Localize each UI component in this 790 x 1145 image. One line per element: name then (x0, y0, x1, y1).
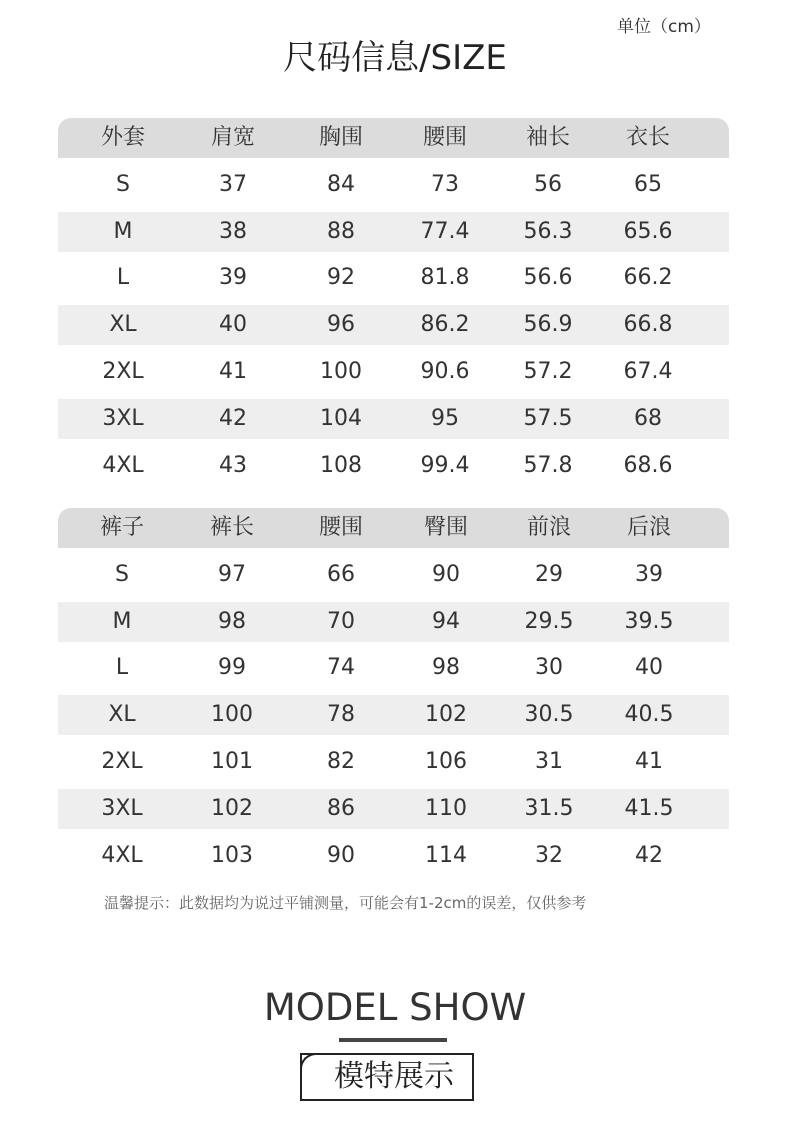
table-cell: 98 (218, 608, 246, 634)
table-cell: 42 (635, 842, 663, 868)
table-row (58, 742, 729, 782)
table-row (58, 555, 729, 595)
size-cell: M (112, 608, 132, 634)
size-cell: S (116, 171, 130, 197)
size-cell: 3XL (101, 795, 143, 821)
table-cell: 66.8 (623, 312, 673, 338)
table-cell: 68 (634, 405, 662, 431)
header-cell: 肩宽 (210, 125, 255, 150)
table-cell: 98 (432, 655, 460, 681)
table-cell: 42 (219, 405, 247, 431)
table-cell: 77.4 (420, 218, 470, 244)
table-cell: 86 (327, 795, 355, 821)
table-cell: 97 (218, 561, 246, 587)
table-cell: 73 (431, 171, 459, 197)
table-cell: 56.9 (523, 312, 573, 338)
table-row (58, 212, 729, 252)
table-cell: 90 (432, 561, 460, 587)
table-row (58, 648, 729, 688)
table-cell: 40.5 (624, 702, 674, 728)
table-cell: 43 (219, 452, 247, 478)
table-cell: 86.2 (420, 312, 470, 338)
table-cell: 92 (327, 265, 355, 291)
table-cell: 104 (320, 405, 362, 431)
size-cell: 4XL (101, 842, 143, 868)
table-cell: 74 (327, 655, 355, 681)
size-cell: S (115, 561, 129, 587)
table-cell: 70 (327, 608, 355, 634)
table-cell: 114 (425, 842, 467, 868)
table-row (58, 836, 729, 876)
table-cell: 102 (425, 702, 467, 728)
table-cell: 88 (327, 218, 355, 244)
header-cell: 后浪 (626, 515, 671, 540)
model-show-badge: 模特展示 (300, 1053, 474, 1101)
size-cell: L (115, 655, 129, 681)
table-cell: 81.8 (420, 265, 470, 291)
table-cell: 100 (320, 358, 362, 384)
table-cell: 56.6 (523, 265, 573, 291)
size-cell: XL (108, 702, 136, 728)
table-cell: 100 (211, 702, 253, 728)
table-row (58, 352, 729, 392)
table-row (58, 305, 729, 345)
table-row (58, 695, 729, 735)
header-cell: 袖长 (525, 125, 570, 150)
header-cell: 腰围 (318, 515, 363, 540)
table-cell: 78 (327, 702, 355, 728)
pants-size-table (58, 508, 729, 882)
table-cell: 39 (635, 561, 663, 587)
table-cell: 41 (219, 358, 247, 384)
table-header-row (58, 508, 729, 548)
table-cell: 29 (535, 561, 563, 587)
table-row (58, 446, 729, 486)
table-cell: 66.2 (623, 265, 673, 291)
size-cell: L (116, 265, 130, 291)
table-cell: 65.6 (623, 218, 673, 244)
table-cell: 101 (211, 748, 253, 774)
measurement-note: 温馨提示：此数据均为说过平铺测量，可能会有1-2cm的误差，仅供参考 (104, 894, 587, 912)
table-cell: 30 (535, 655, 563, 681)
table-cell: 41 (635, 748, 663, 774)
table-row (58, 789, 729, 829)
table-cell: 40 (635, 655, 663, 681)
table-cell: 41.5 (624, 795, 674, 821)
table-cell: 110 (425, 795, 467, 821)
table-cell: 96 (327, 312, 355, 338)
table-cell: 32 (535, 842, 563, 868)
table-cell: 31 (535, 748, 563, 774)
table-cell: 102 (211, 795, 253, 821)
table-cell: 57.8 (523, 452, 573, 478)
header-cell: 腰围 (422, 125, 467, 150)
size-cell: M (113, 218, 133, 244)
table-row (58, 258, 729, 298)
table-cell: 57.5 (523, 405, 573, 431)
table-cell: 65 (634, 171, 662, 197)
table-row (58, 165, 729, 205)
table-cell: 90 (327, 842, 355, 868)
model-show-heading: MODEL SHOW (263, 986, 527, 1029)
table-cell: 94 (432, 608, 460, 634)
table-cell: 68.6 (623, 452, 673, 478)
header-cell: 裤子 (99, 515, 144, 540)
table-cell: 29.5 (524, 608, 574, 634)
table-cell: 99 (218, 655, 246, 681)
table-cell: 66 (327, 561, 355, 587)
header-cell: 裤长 (209, 515, 254, 540)
header-cell: 胸围 (318, 125, 363, 150)
table-cell: 40 (219, 312, 247, 338)
unit-label: 单位（cm） (617, 17, 711, 37)
table-cell: 39 (219, 265, 247, 291)
table-cell: 106 (425, 748, 467, 774)
size-cell: XL (109, 312, 137, 338)
size-cell: 2XL (102, 358, 144, 384)
table-cell: 37 (219, 171, 247, 197)
table-cell: 56 (534, 171, 562, 197)
table-cell: 95 (431, 405, 459, 431)
table-cell: 57.2 (523, 358, 573, 384)
table-row (58, 399, 729, 439)
table-cell: 39.5 (624, 608, 674, 634)
size-cell: 3XL (102, 405, 144, 431)
header-cell: 衣长 (625, 125, 670, 150)
page-title: 尺码信息/SIZE (283, 38, 507, 78)
heading-underline (339, 1038, 447, 1042)
table-cell: 82 (327, 748, 355, 774)
header-cell: 前浪 (526, 515, 571, 540)
table-cell: 56.3 (523, 218, 573, 244)
table-cell: 84 (327, 171, 355, 197)
table-cell: 31.5 (524, 795, 574, 821)
table-cell: 108 (320, 452, 362, 478)
size-cell: 4XL (102, 452, 144, 478)
table-cell: 103 (211, 842, 253, 868)
header-cell: 臀围 (423, 515, 468, 540)
table-cell: 38 (219, 218, 247, 244)
table-header-row (58, 118, 729, 158)
table-row (58, 602, 729, 642)
header-cell: 外套 (100, 125, 145, 150)
table-cell: 67.4 (623, 358, 673, 384)
size-cell: 2XL (101, 748, 143, 774)
table-cell: 30.5 (524, 702, 574, 728)
table-cell: 90.6 (420, 358, 470, 384)
jacket-size-table (58, 118, 729, 492)
table-cell: 99.4 (420, 452, 470, 478)
